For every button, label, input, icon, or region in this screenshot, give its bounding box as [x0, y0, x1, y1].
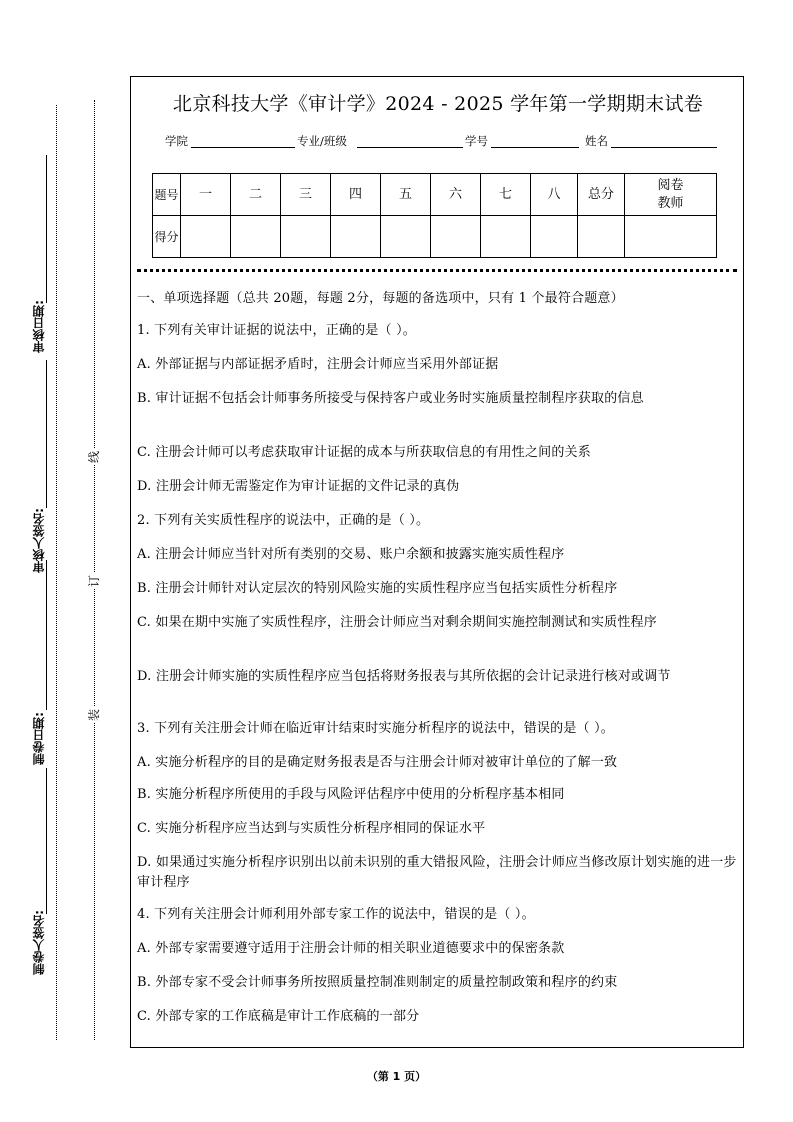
major-field[interactable] [357, 147, 463, 148]
question-4-option-b: B. 外部专家不受会计师事务所按照质量控制准则制定的质量控制政策和程序的约束 [137, 975, 618, 990]
student-id-field[interactable] [491, 147, 579, 148]
score-cell-reviewer[interactable] [625, 216, 717, 258]
page-number: （第 1 页） [366, 1070, 427, 1083]
name-label: 姓名 [585, 134, 608, 148]
exam-frame [130, 76, 744, 1048]
score-cell-5[interactable] [381, 216, 431, 258]
binding-char-order: 订 [87, 575, 101, 588]
student-id-label: 学号 [465, 134, 488, 148]
col-2: 二 [231, 174, 281, 216]
question-3-option-a: A. 实施分析程序的目的是确定财务报表是否与注册会计师对被审计单位的了解一致 [137, 755, 618, 770]
score-cell-4[interactable] [331, 216, 381, 258]
maker-sign-label: 制卷人签名: [32, 910, 46, 975]
question-1-stem: 1. 下列有关审计证据的说法中，正确的是（ ）。 [137, 323, 416, 338]
review-date-line [46, 155, 47, 303]
section-heading: 一、单项选择题（总共 20题，每题 2分，每题的备选项中，只有 1 个最符合题意） [137, 291, 624, 306]
question-3-stem: 3. 下列有关注册会计师在临近审计结束时实施分析程序的说法中，错误的是（ ）。 [137, 721, 614, 736]
question-3-option-c: C. 实施分析程序应当达到与实质性分析程序相同的保证水平 [137, 821, 486, 836]
reviewer-sign-label: 审核人签名: [32, 508, 46, 573]
col-reviewer: 阅卷教师 [625, 174, 717, 216]
question-1-option-b: B. 审计证据不包括会计师事务所接受与保持客户或业务时实施质量控制程序获取的信息 [137, 391, 644, 406]
cut-dotted-line-outer [56, 105, 57, 1040]
question-number-label: 题号 [153, 174, 181, 216]
score-table-header-row [153, 174, 717, 216]
col-total: 总分 [578, 174, 625, 216]
binding-margin [0, 0, 128, 1122]
dotted-separator [137, 269, 737, 272]
col-5: 五 [381, 174, 431, 216]
score-label: 得分 [153, 216, 181, 258]
score-cell-2[interactable] [231, 216, 281, 258]
question-2-option-c: C. 如果在期中实施了实质性程序，注册会计师应当对剩余期间实施控制测试和实质性程序 [137, 615, 657, 630]
name-field[interactable] [611, 147, 717, 148]
col-3: 三 [281, 174, 331, 216]
major-label: 专业/班级 [297, 134, 347, 148]
score-cell-1[interactable] [181, 216, 231, 258]
question-2-stem: 2. 下列有关实质性程序的说法中，正确的是（ ）。 [137, 513, 430, 528]
score-cell-3[interactable] [281, 216, 331, 258]
question-4-option-c: C. 外部专家的工作底稿是审计工作底稿的一部分 [137, 1009, 420, 1024]
col-7: 七 [481, 174, 531, 216]
question-4-stem: 4. 下列有关注册会计师利用外部专家工作的说法中，错误的是（ ）。 [137, 907, 535, 922]
make-date-line [46, 560, 47, 710]
question-2-option-a: A. 注册会计师应当针对所有类别的交易、账户余额和披露实施实质性程序 [137, 547, 565, 562]
cut-dotted-line-inner [94, 100, 95, 1040]
maker-sign-line [46, 768, 47, 914]
college-field[interactable] [191, 147, 295, 148]
col-4: 四 [331, 174, 381, 216]
question-4-option-a: A. 外部专家需要遵守适用于注册会计师的相关职业道德要求中的保密条款 [137, 941, 565, 956]
question-2-option-b: B. 注册会计师针对认定层次的特别风险实施的实质性程序应当包括实质性分析程序 [137, 581, 618, 596]
question-1-option-a: A. 外部证据与内部证据矛盾时，注册会计师应当采用外部证据 [137, 357, 499, 372]
col-8: 八 [531, 174, 578, 216]
score-cell-8[interactable] [531, 216, 578, 258]
make-date-label: 制卷日期: [32, 712, 46, 765]
score-cell-total[interactable] [578, 216, 625, 258]
score-cell-6[interactable] [431, 216, 481, 258]
question-3-option-b: B. 实施分析程序所使用的手段与风险评估程序中使用的分析程序基本相同 [137, 787, 565, 802]
binding-char-line: 线 [87, 451, 101, 464]
col-6: 六 [431, 174, 481, 216]
review-date-label: 审核日期: [32, 300, 46, 353]
question-1-option-d: D. 注册会计师无需鉴定作为审计证据的文件记录的真伪 [137, 479, 460, 494]
score-table [152, 173, 717, 258]
col-1: 一 [181, 174, 231, 216]
question-2-option-d: D. 注册会计师实施的实质性程序应当包括将财务报表与其所依据的会计记录进行核对或调节 [137, 669, 671, 684]
question-3-option-d: D. 如果通过实施分析程序识别出以前未识别的重大错报风险，注册会计师应当修改原计划实施的进一步审计程序 [137, 855, 737, 890]
score-table-score-row [153, 216, 717, 258]
exam-title: 北京科技大学《审计学》2024 - 2025 学年第一学期期末试卷 [172, 93, 704, 115]
reviewer-sign-line [46, 360, 47, 508]
score-cell-7[interactable] [481, 216, 531, 258]
binding-char-bind: 装 [87, 709, 101, 722]
college-label: 学院 [165, 134, 188, 148]
question-1-option-c: C. 注册会计师可以考虑获取审计证据的成本与所获取信息的有用性之间的关系 [137, 445, 591, 460]
